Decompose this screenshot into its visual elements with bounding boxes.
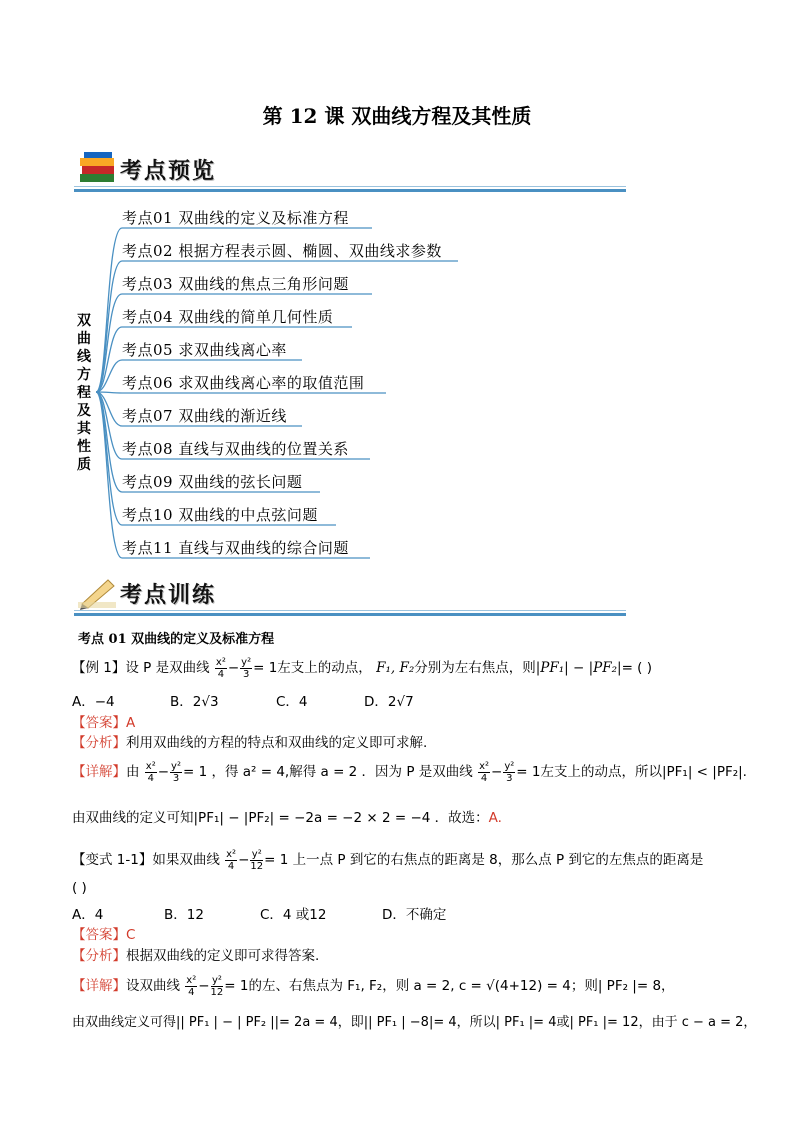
option-b: B．2√3 — [170, 694, 219, 710]
topic-item: 考点03 双曲线的焦点三角形问题 — [122, 275, 349, 293]
fraction: $\frac{\text{y²}}{3}$ — [504, 760, 515, 784]
root-char: 双 — [77, 313, 91, 329]
root-char: 及 — [77, 403, 91, 419]
option-a: A．4 — [72, 907, 104, 923]
example-1-question: 【例 1】设 P 是双曲线 $\frac{\text{x²}}{4}$ − $\frac{\text{y²}}{3}$ = 1左支上的动点， F₁, F₂分别为左右焦点，则|PF₁| − |PF₂|= ( ) — [72, 656, 652, 680]
section-banner-training — [74, 572, 626, 616]
option-c: C．4 或12 — [260, 907, 327, 923]
root-char: 其 — [77, 421, 91, 437]
fraction: $\frac{\text{x²}}{4}$ — [186, 974, 197, 998]
example-tag: 【例 1】 — [72, 660, 126, 676]
option-b: B．12 — [164, 907, 204, 923]
section-label: 考点训练 — [120, 583, 217, 608]
topic-item: 考点02 根据方程表示圆、椭圆、双曲线求参数 — [122, 242, 442, 260]
topic-item: 考点07 双曲线的渐近线 — [122, 407, 287, 425]
root-char: 线 — [77, 349, 91, 365]
topic-item: 考点11 直线与双曲线的综合问题 — [122, 539, 349, 557]
section-label: 考点预览 — [120, 159, 217, 184]
root-char: 程 — [77, 385, 91, 401]
fraction: $\frac{\text{x²}}{4}$ — [479, 760, 490, 784]
detail-line: 【详解】设双曲线 $\frac{\text{x²}}{4}$ − $\frac{\text{y²}}{12}$ = 1的左、右焦点为 F₁, F₂，则 a = 2, c = √(4+12) = 4；则| PF₂ |= 8， — [72, 974, 675, 998]
pencil-icon — [78, 574, 118, 610]
root-char: 方 — [77, 367, 91, 383]
page-title: 第 12 课 双曲线方程及其性质 — [262, 104, 532, 128]
variant-bracket: ( ) — [72, 880, 87, 896]
topic-item: 考点01 双曲线的定义及标准方程 — [122, 209, 349, 227]
topic-item: 考点08 直线与双曲线的位置关系 — [122, 440, 349, 458]
topic-item: 考点04 双曲线的简单几何性质 — [122, 308, 334, 326]
fraction: $\frac{\text{y²}}{3}$ — [241, 656, 252, 680]
detail-line: 【详解】由 $\frac{\text{x²}}{4}$ − $\frac{\text{y²}}{3}$ = 1 ，得 a² = 4,解得 a = 2 ．因为 P 是双曲线 $\frac{\text{x²}}{4}$ − $\frac{\text{y²}}{3}$ = 1左支上的动点，所以|PF₁| < |PF₂|. — [72, 760, 747, 784]
fraction: $\frac{\text{y²}}{12}$ — [210, 974, 224, 998]
topic-item: 考点10 双曲线的中点弦问题 — [122, 506, 318, 524]
detail-line-2: 由双曲线定义可得|| PF₁ | − | PF₂ ||= 2a = 4，即|| PF₁ | −8|= 4，所以| PF₁ |= 4或| PF₁ |= 12，由于 c − a = 2， — [72, 1015, 757, 1030]
variant-tag: 【变式 1-1】 — [72, 852, 153, 868]
topic-item: 考点05 求双曲线离心率 — [122, 341, 287, 359]
topic-item: 考点06 求双曲线离心率的取值范围 — [122, 374, 365, 392]
detail-line-2: 由双曲线的定义可知|PF₁| − |PF₂| = −2a = −2 × 2 = −4 ．故选：A. — [72, 810, 502, 826]
fraction: $\frac{\text{x²}}{4}$ — [215, 656, 226, 680]
fraction: $\frac{\text{x²}}{4}$ — [226, 848, 237, 872]
option-c: C．4 — [276, 694, 308, 710]
root-char: 性 — [77, 439, 91, 455]
analysis-line: 【分析】利用双曲线的方程的特点和双曲线的定义即可求解. — [72, 735, 428, 751]
fraction: $\frac{\text{x²}}{4}$ — [145, 760, 156, 784]
root-char: 质 — [77, 457, 91, 473]
topic-item: 考点09 双曲线的弦长问题 — [122, 473, 303, 491]
answer-line: 【答案】A — [72, 715, 136, 731]
fraction: $\frac{\text{y²}}{12}$ — [250, 848, 264, 872]
answer-line: 【答案】C — [72, 927, 136, 943]
root-char: 曲 — [77, 331, 91, 347]
analysis-line: 【分析】根据双曲线的定义即可求得答案. — [72, 948, 320, 964]
variant-1-1-question: 【变式 1-1】如果双曲线 $\frac{\text{x²}}{4}$ − $\frac{\text{y²}}{12}$ = 1 上一点 P 到它的右焦点的距离是 8，那么点 P 到它的左焦点的距离是 — [72, 848, 704, 872]
keypoint-heading: 考点 01 双曲线的定义及标准方程 — [78, 632, 275, 647]
option-a: A．−4 — [72, 694, 115, 710]
fraction: $\frac{\text{y²}}{3}$ — [171, 760, 181, 784]
option-d: D．不确定 — [382, 907, 447, 923]
option-d: D．2√7 — [364, 694, 414, 710]
